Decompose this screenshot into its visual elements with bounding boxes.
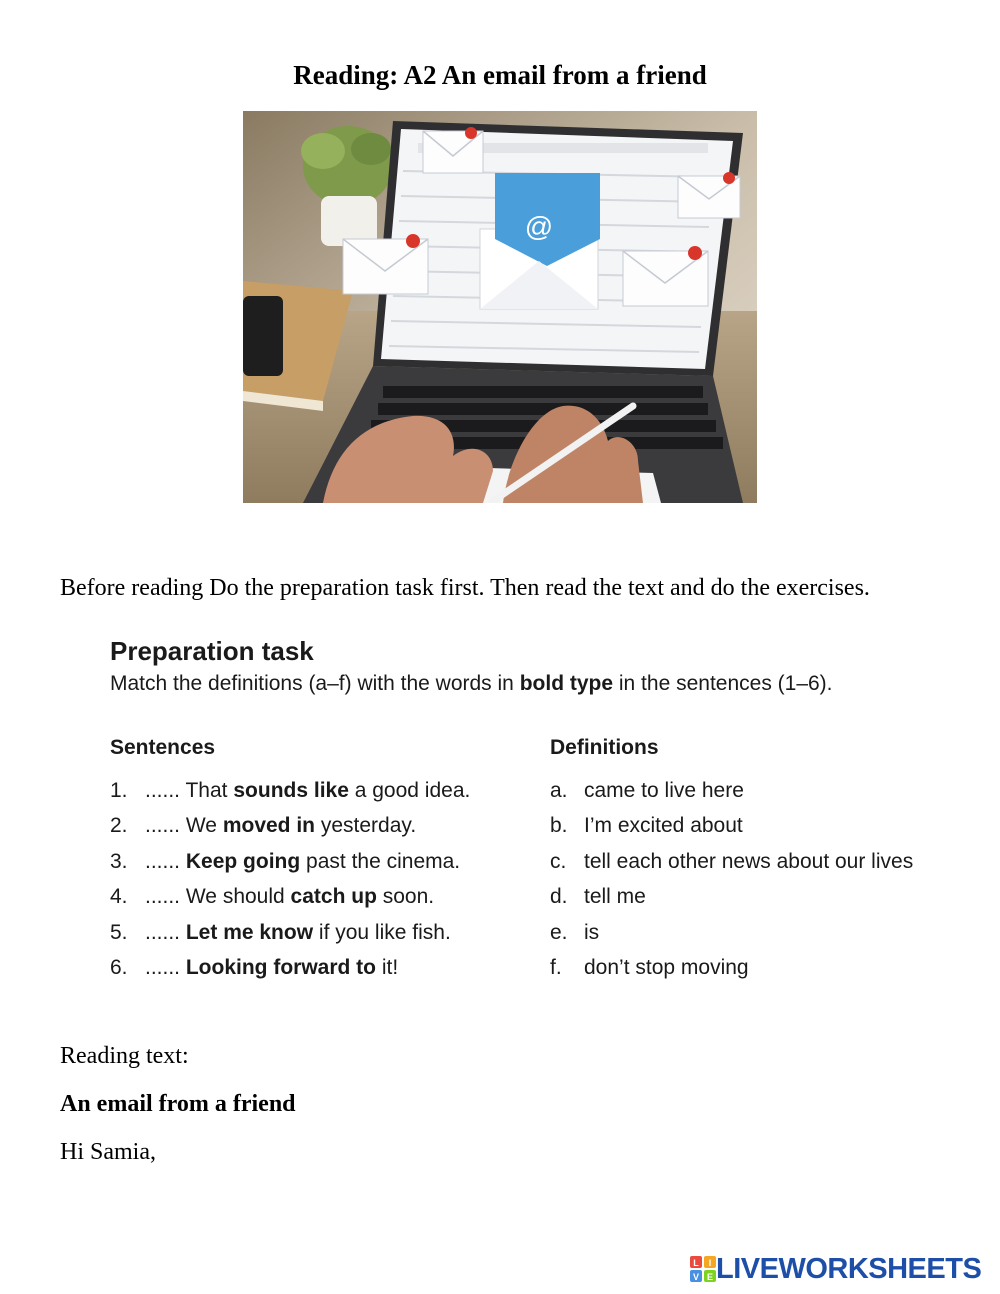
reading-text-label: Reading text: xyxy=(60,1043,189,1069)
main-envelope xyxy=(480,173,600,309)
answer-blank[interactable]: ...... xyxy=(145,921,181,944)
sentences-header: Sentences xyxy=(110,736,216,759)
sentence-item: 4. ...... We should catch up soon. xyxy=(110,885,435,908)
sentence-item: 2. ...... We moved in yesterday. xyxy=(110,814,417,837)
email-greeting: Hi Samia, xyxy=(60,1139,156,1165)
liveworksheets-logo-text: LIVEWORKSHEETS xyxy=(716,1252,982,1285)
envelope-icon xyxy=(678,172,740,218)
preparation-instruction: Match the definitions (a–f) with the words in bold type in the sentences (1–6). xyxy=(110,672,833,695)
answer-blank[interactable]: ...... xyxy=(145,814,181,837)
definition-item: e. is xyxy=(550,921,600,944)
liveworksheets-logo-icon xyxy=(690,1256,716,1282)
preparation-heading: Preparation task xyxy=(110,636,314,666)
definitions-header: Definitions xyxy=(550,736,659,759)
svg-text:E: E xyxy=(706,1272,714,1282)
sentence-item: 6. ...... Looking forward to it! xyxy=(110,956,399,979)
envelope-icon xyxy=(423,127,483,173)
liveworksheets-logo[interactable] xyxy=(690,1252,981,1286)
sentence-item: 3. ...... Keep going past the cinema. xyxy=(110,850,461,873)
page-title: Reading: A2 An email from a friend xyxy=(293,60,707,90)
svg-text:V: V xyxy=(692,1272,700,1282)
definition-item: d. tell me xyxy=(550,885,646,908)
svg-text:I: I xyxy=(708,1258,712,1268)
answer-blank[interactable]: ...... xyxy=(145,779,181,802)
svg-text:L: L xyxy=(693,1258,699,1268)
at-symbol-icon: @ xyxy=(524,211,554,242)
definition-item: a. came to live here xyxy=(550,779,744,802)
answer-blank[interactable]: ...... xyxy=(145,956,181,979)
intro-instruction: Before reading Do the preparation task first. Then read the text and do the exercises. xyxy=(60,575,870,601)
sentence-item: 5. ...... Let me know if you like fish. xyxy=(110,921,451,944)
definition-item: f. don’t stop moving xyxy=(550,956,749,979)
email-title: An email from a friend xyxy=(60,1091,296,1117)
sentence-item: 1. ...... That sounds like a good idea. xyxy=(110,779,471,802)
definition-item: c. tell each other news about our lives xyxy=(550,850,914,873)
envelope-icon xyxy=(343,234,428,294)
answer-blank[interactable]: ...... xyxy=(145,850,181,873)
answer-blank[interactable]: ...... xyxy=(145,885,181,908)
laptop-email-photo xyxy=(243,111,757,503)
envelope-icon xyxy=(623,246,708,306)
definition-item: b. I’m excited about xyxy=(550,814,743,837)
